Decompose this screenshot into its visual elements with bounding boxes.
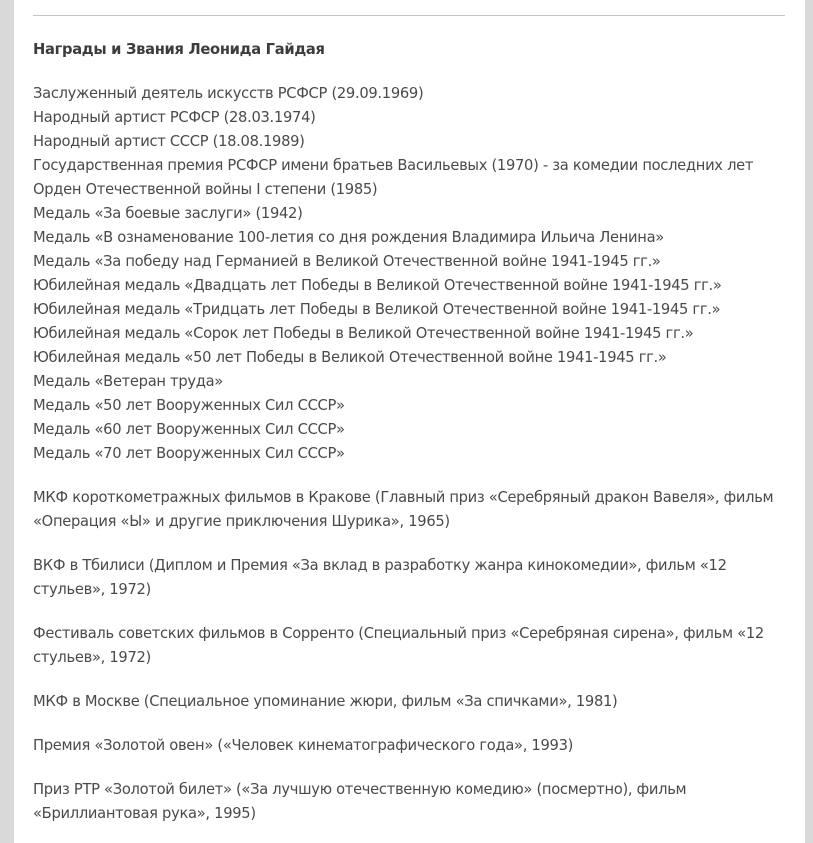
top-divider	[33, 15, 785, 16]
award-item: Юбилейная медаль «Двадцать лет Победы в Великой Отечественной войне 1941-1945 гг.»	[33, 277, 722, 294]
festival-paragraph: МКФ в Москве (Специальное упоминание жюри, фильм «За спичками», 1981)	[33, 693, 618, 710]
award-item: Государственная премия РСФСР имени братьев Васильевых (1970) - за комедии последних лет	[33, 157, 754, 174]
festival-paragraph: Приз РТР «Золотой билет» («За лучшую отечественную комедию» (посмертно), фильм «Бриллиантовая рука», 1995)	[33, 781, 687, 822]
award-item: Медаль «За победу над Германией в Великой Отечественной войне 1941-1945 гг.»	[33, 253, 661, 270]
award-item: Медаль «70 лет Вооруженных Сил СССР»	[33, 445, 345, 462]
award-item: Юбилейная медаль «50 лет Победы в Великой Отечественной войне 1941-1945 гг.»	[33, 349, 667, 366]
award-item: Народный артист СССР (18.08.1989)	[33, 133, 305, 150]
award-item: Юбилейная медаль «Тридцать лет Победы в Великой Отечественной войне 1941-1945 гг.»	[33, 301, 721, 318]
article-content	[33, 38, 793, 826]
award-item: Народный артист РСФСР (28.03.1974)	[33, 109, 316, 126]
festival-paragraph: ВКФ в Тбилиси (Диплом и Премия «За вклад в разработку жанра кинокомедии», фильм «12 стульев», 1972)	[33, 557, 727, 598]
award-item: Медаль «В ознаменование 100-летия со дня рождения Владимира Ильича Ленина»	[33, 229, 664, 246]
award-item: Медаль «50 лет Вооруженных Сил СССР»	[33, 397, 345, 414]
section-heading: Награды и Звания Леонида Гайдая	[33, 41, 325, 58]
festival-paragraph: Фестиваль советских фильмов в Сорренто (Специальный приз «Серебряная сирена», фильм «12 стульев», 1972)	[33, 625, 764, 666]
award-item: Медаль «Ветеран труда»	[33, 373, 223, 390]
article-page	[14, 0, 805, 843]
festival-paragraph: МКФ короткометражных фильмов в Кракове (Главный приз «Серебряный дракон Вавеля», фильм «Операция «Ы» и другие приключения Шурика», 1965)	[33, 489, 774, 530]
award-item: Медаль «За боевые заслуги» (1942)	[33, 205, 303, 222]
award-item: Юбилейная медаль «Сорок лет Победы в Великой Отечественной войне 1941-1945 гг.»	[33, 325, 694, 342]
award-item: Медаль «60 лет Вооруженных Сил СССР»	[33, 421, 345, 438]
award-item: Орден Отечественной войны I степени (1985)	[33, 181, 378, 198]
awards-list	[33, 82, 793, 466]
festival-paragraph: Премия «Золотой овен» («Человек кинематографического года», 1993)	[33, 737, 574, 754]
award-item: Заслуженный деятель искусств РСФСР (29.09.1969)	[33, 85, 424, 102]
